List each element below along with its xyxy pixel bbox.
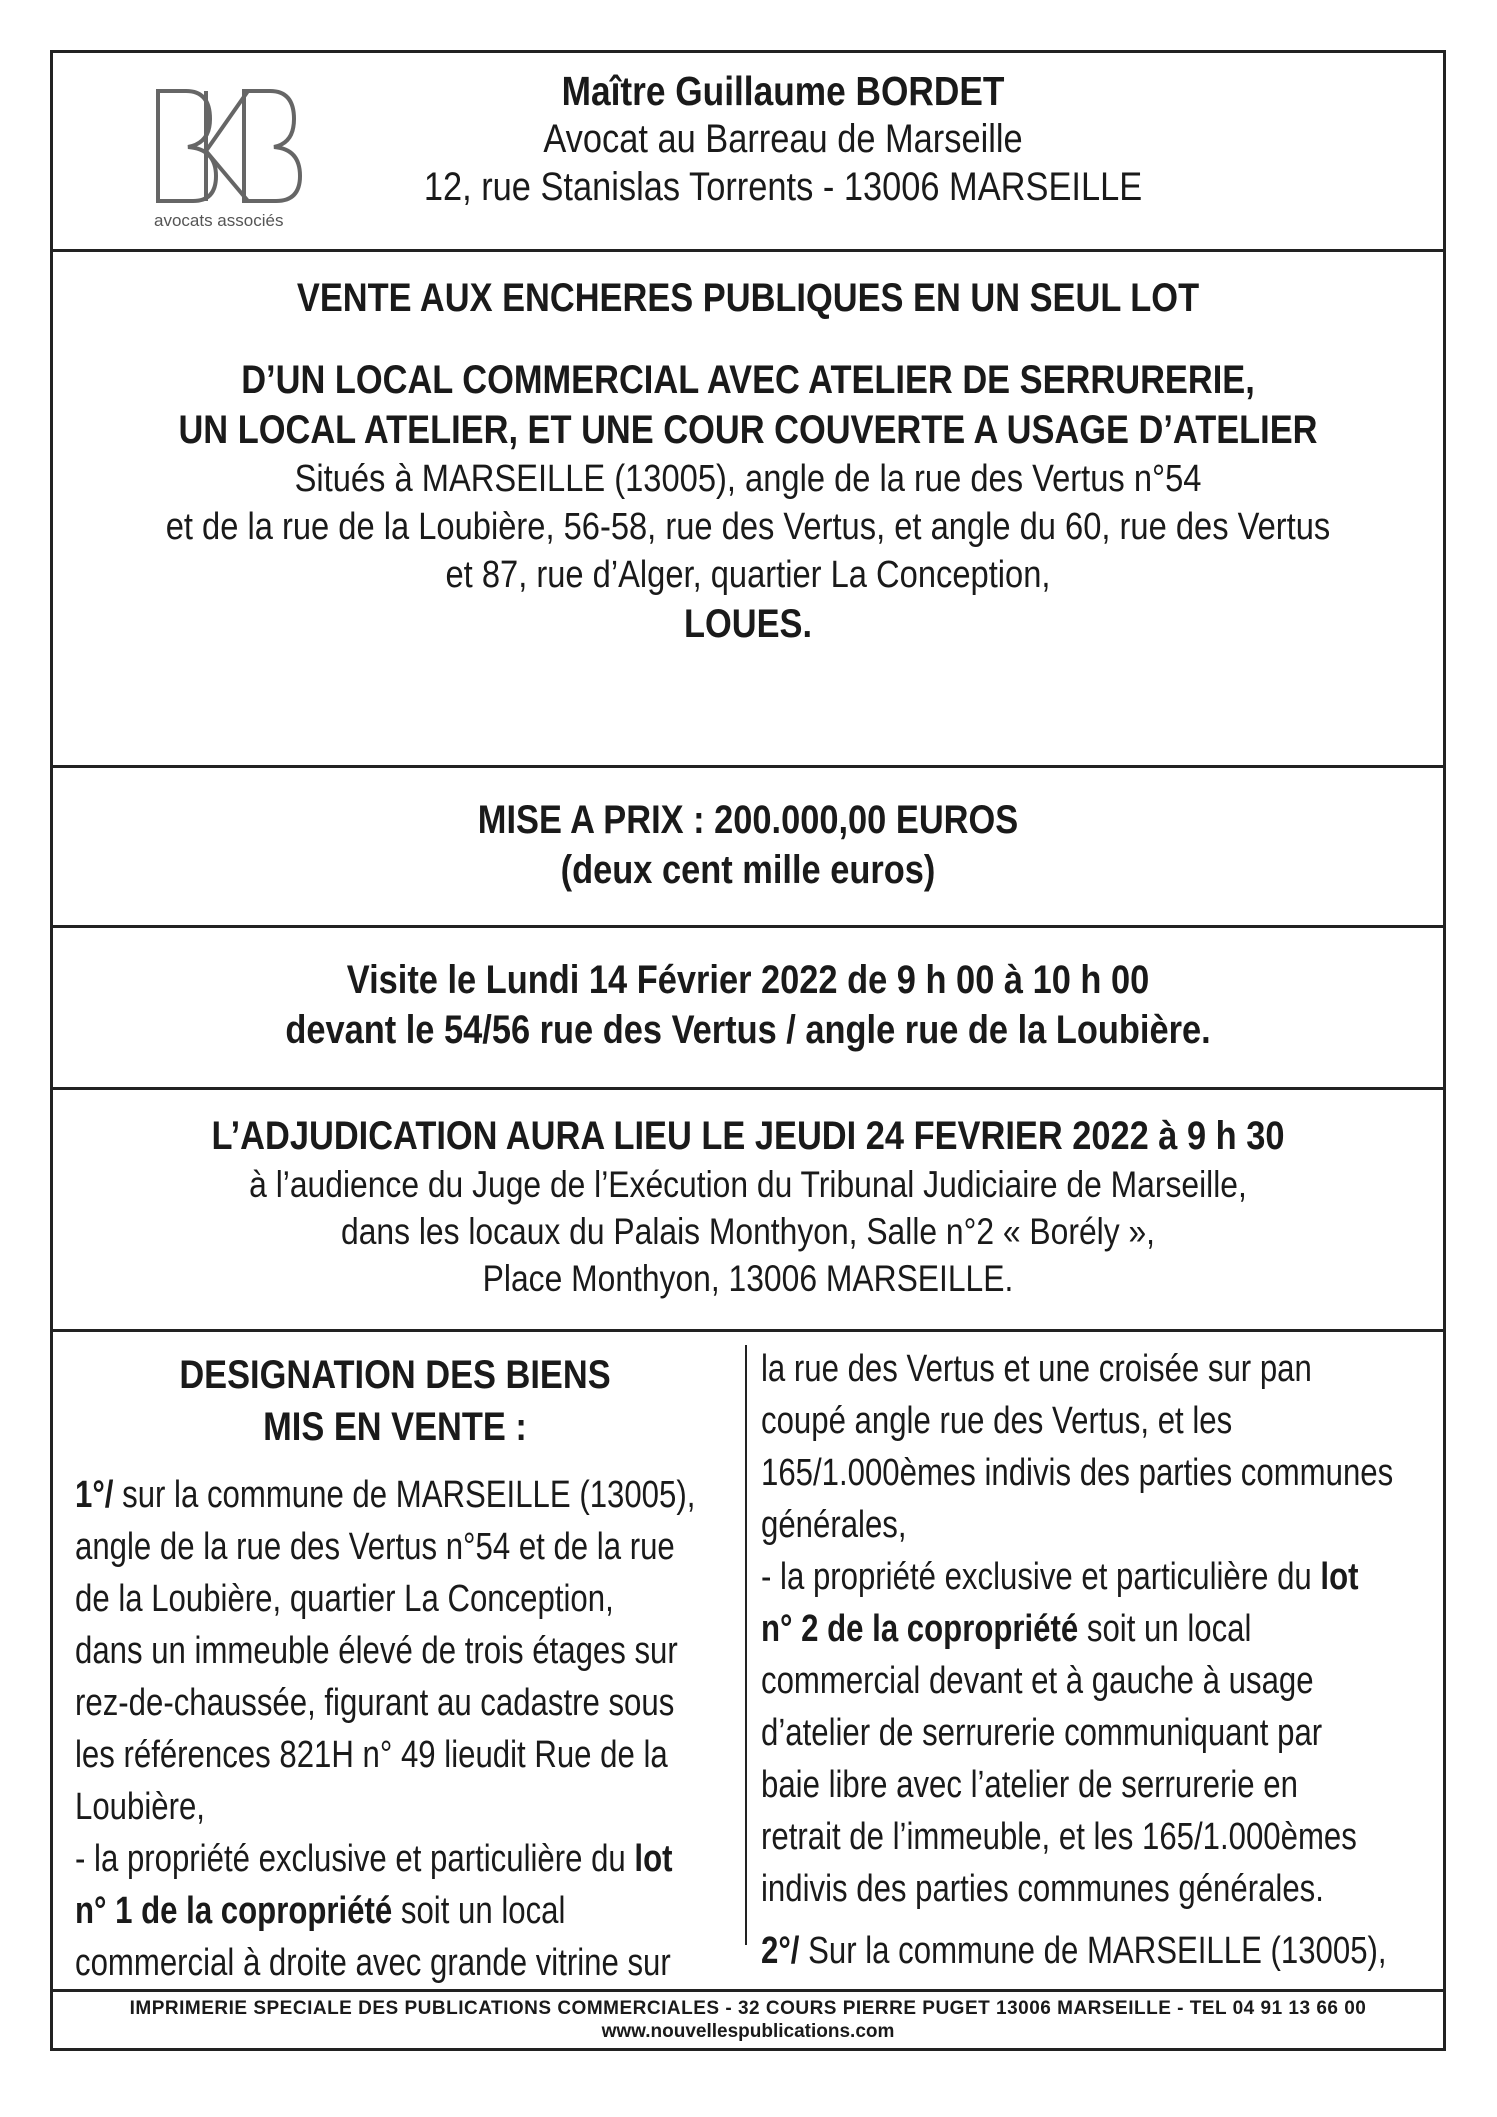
adjudication-line2: dans les locaux du Palais Monthyon, Salle n°2 « Borély »,: [340, 1211, 1156, 1252]
text-line: sur la commune de MARSEILLE (13005),: [113, 1474, 696, 1516]
text-line: d’atelier de serrurerie communiquant par: [761, 1712, 1323, 1754]
text-line: de la Loubière, quartier La Conception,: [75, 1578, 614, 1620]
price-line2: (deux cent mille euros): [560, 848, 936, 892]
sale-location-line3: et 87, rue d’Alger, quartier La Conception,: [445, 554, 1051, 596]
item-number-1: 1°/: [75, 1474, 114, 1516]
lot-2-label: n° 2 de la copropriété: [761, 1608, 1079, 1650]
footer: [53, 1989, 1443, 2051]
text-line: angle de la rue des Vertus n°54 et de la rue: [75, 1526, 675, 1568]
bkb-logo: [148, 81, 308, 231]
sale-title: VENTE AUX ENCHERES PUBLIQUES EN UN SEUL LOT: [296, 276, 1200, 320]
visit-line2: devant le 54/56 rue des Vertus / angle rue de la Loubière.: [285, 1008, 1211, 1052]
text-line: commercial devant et à gauche à usage: [761, 1660, 1314, 1702]
lawyer-name: Maître Guillaume BORDET: [561, 68, 1005, 114]
notice-frame: [50, 50, 1446, 2051]
sale-location-line1: Situés à MARSEILLE (13005), angle de la rue des Vertus n°54: [294, 458, 1202, 500]
lot-label: lot: [1320, 1556, 1359, 1598]
printer-info: IMPRIMERIE SPECIALE DES PUBLICATIONS COMMERCIALES - 32 COURS PIERRE PUGET 13006 MARSEILLE - TEL 04 91 13 66 00: [129, 1998, 1367, 2019]
text-line: - la propriété exclusive et particulière du: [761, 1556, 1321, 1598]
visit-section: [53, 925, 1443, 1087]
designation-section: [53, 1329, 1443, 1989]
text-line: les références 821H n° 49 lieudit Rue de la: [75, 1734, 668, 1776]
designation-left-column: [75, 1329, 715, 1989]
lot-label: lot: [634, 1838, 673, 1880]
printer-website: www.nouvellespublications.com: [601, 2021, 895, 2042]
text-line: indivis des parties communes générales.: [761, 1868, 1324, 1910]
column-divider: [745, 1345, 747, 1945]
text-line: 165/1.000èmes indivis des parties communes: [761, 1452, 1394, 1494]
visit-line1: Visite le Lundi 14 Février 2022 de 9 h 00 à 10 h 00: [346, 958, 1150, 1002]
adjudication-title: L’ADJUDICATION AURA LIEU LE JEUDI 24 FEVRIER 2022 à 9 h 30: [211, 1114, 1285, 1158]
text-line: soit un local: [1078, 1608, 1252, 1650]
text-line: générales,: [761, 1504, 907, 1546]
text-line: baie libre avec l’atelier de serrurerie en: [761, 1764, 1298, 1806]
text-line: commercial à droite avec grande vitrine sur: [75, 1942, 671, 1984]
adjudication-line3: Place Monthyon, 13006 MARSEILLE.: [482, 1258, 1014, 1299]
text-line: soit un local: [392, 1890, 566, 1932]
text-line: - la propriété exclusive et particulière du: [75, 1838, 635, 1880]
item-number-2: 2°/: [761, 1930, 800, 1972]
designation-right-column: [761, 1329, 1401, 1977]
header: [53, 53, 1443, 249]
text-line: rez-de-chaussée, figurant au cadastre sous: [75, 1682, 675, 1724]
sale-subject-line1: D’UN LOCAL COMMERCIAL AVEC ATELIER DE SERRURERIE,: [241, 358, 1255, 402]
text-line: retrait de l’immeuble, et les 165/1.000èmes: [761, 1816, 1357, 1858]
adjudication-section: [53, 1087, 1443, 1329]
bkb-logo-icon: [148, 81, 308, 211]
designation-title-line2: MIS EN VENTE :: [263, 1405, 527, 1449]
sale-section: [53, 249, 1443, 765]
text-line: dans un immeuble élevé de trois étages sur: [75, 1630, 678, 1672]
lot-1-label: n° 1 de la copropriété: [75, 1890, 393, 1932]
designation-title-line1: DESIGNATION DES BIENS: [179, 1353, 611, 1397]
lawyer-title: Avocat au Barreau de Marseille: [543, 117, 1023, 161]
text-line: coupé angle rue des Vertus, et les: [761, 1400, 1233, 1442]
lawyer-address: 12, rue Stanislas Torrents - 13006 MARSEILLE: [423, 165, 1143, 209]
sale-status: LOUES.: [683, 602, 813, 646]
text-line: Sur la commune de MARSEILLE (13005),: [799, 1930, 1387, 1972]
logo-caption: avocats associés: [154, 211, 284, 230]
sale-location-line2: et de la rue de la Loubière, 56-58, rue des Vertus, et angle du 60, rue des Vertus: [165, 506, 1331, 548]
text-line: la rue des Vertus et une croisée sur pan: [761, 1348, 1312, 1390]
price-section: [53, 765, 1443, 925]
price-line1: MISE A PRIX : 200.000,00 EUROS: [477, 798, 1019, 842]
sale-subject-line2: UN LOCAL ATELIER, ET UNE COUR COUVERTE A USAGE D’ATELIER: [178, 408, 1318, 452]
adjudication-line1: à l’audience du Juge de l’Exécution du Tribunal Judiciaire de Marseille,: [249, 1164, 1247, 1205]
text-line: Loubière,: [75, 1786, 205, 1828]
